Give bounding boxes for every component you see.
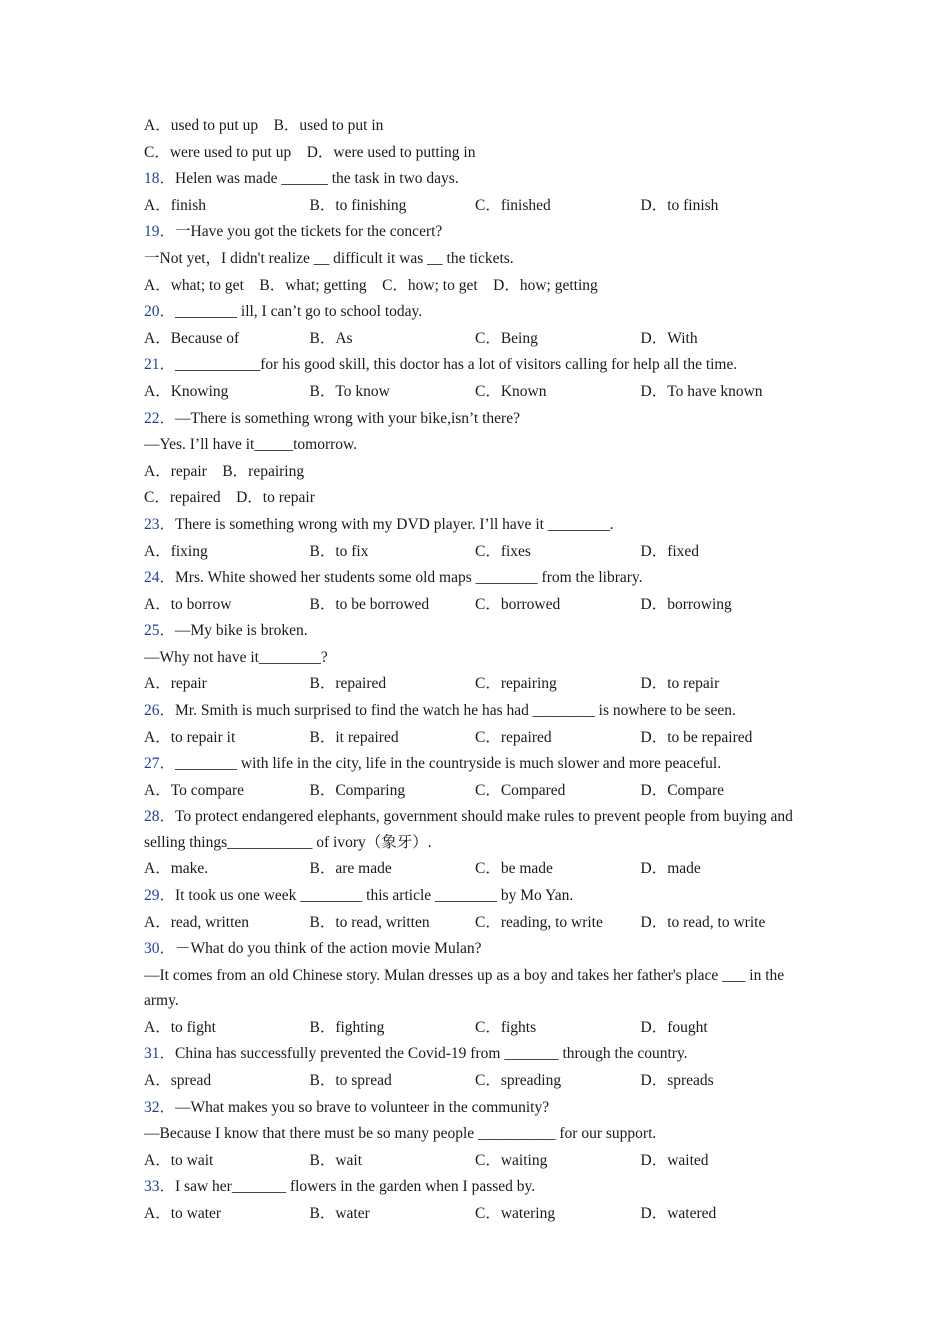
option-line: C．repaired D．to repair [144, 489, 315, 507]
options-row [144, 778, 794, 805]
question-number: 19． [144, 223, 176, 241]
question-number: 18． [144, 170, 176, 188]
option-d: D．to finish [640, 196, 719, 214]
question-18 [144, 166, 794, 193]
question-text: There is something wrong with my DVD player. I’ll have it ________. [175, 515, 614, 533]
option-d: D．to repair [640, 675, 720, 693]
option-b: B．to read, written [309, 913, 430, 931]
option-d: D．fixed [640, 542, 700, 560]
option-line: A．used to put up B．used to put in [144, 117, 384, 134]
option-b: B．To know [309, 382, 390, 400]
option-d: D．to be repaired [640, 728, 753, 746]
option-b: B．wait [309, 1151, 363, 1169]
option-b: B．As [309, 329, 353, 347]
question-20 [144, 299, 794, 326]
option-b: B．repaired [309, 675, 387, 693]
question-text: －What do you think of the action movie Mulan? [175, 940, 482, 958]
question-number: 25． [144, 622, 176, 640]
option-a: A．Because of [144, 329, 240, 347]
option-c: C．repaired [475, 728, 552, 746]
question-number: 22． [144, 409, 176, 427]
options-row [144, 1015, 794, 1042]
question-number: 31． [144, 1045, 176, 1063]
question-number: 27． [144, 755, 176, 773]
question-28 [144, 804, 794, 855]
dialogue-line: —Because I know that there must be so many people __________ for our support. [144, 1125, 657, 1143]
option-c: C．watering [475, 1204, 556, 1222]
question-number: 26． [144, 702, 176, 720]
option-d: D．made [640, 860, 701, 878]
option-a: A．repair [144, 675, 207, 693]
question-text: —What makes you so brave to volunteer in the community? [175, 1098, 550, 1116]
option-a: A．to wait [144, 1151, 214, 1169]
dialogue-line: 一Not yet，I didn't realize __ difficult it was __ the tickets. [144, 249, 514, 267]
question-19 [144, 219, 794, 246]
question-number: 30． [144, 940, 176, 958]
option-line: A．repair B．repairing [144, 462, 305, 480]
options-row [144, 379, 794, 406]
option-c: C．spreading [475, 1072, 562, 1089]
options-row [144, 1201, 794, 1228]
question-number: 28． [144, 808, 176, 826]
option-a: A．Knowing [144, 382, 229, 400]
option-a: A．make. [144, 860, 209, 878]
option-line: A．what; to get B．what; getting C．how; to get D．how; getting [144, 276, 598, 294]
option-c: C．be made [475, 860, 553, 878]
options-row [144, 592, 794, 619]
option-c: C．reading, to write [475, 913, 603, 931]
question-27 [144, 751, 794, 778]
question-text: Helen was made ______ the task in two days. [175, 170, 459, 188]
question-text: I saw her_______ flowers in the garden when I passed by. [175, 1178, 536, 1196]
option-a: A．fixing [144, 542, 208, 560]
question-text: Mr. Smith is much surprised to find the watch he has had ________ is nowhere to be seen. [175, 702, 736, 720]
option-b: B．to fix [309, 542, 369, 560]
question-21 [144, 352, 794, 379]
option-a: A．to borrow [144, 595, 232, 613]
question-23 [144, 512, 794, 539]
question-text: 一Have you got the tickets for the concert? [175, 223, 443, 241]
document-page [144, 113, 794, 1228]
option-a: A．finish [144, 196, 207, 214]
question-25 [144, 618, 794, 645]
question-text: ________ with life in the city, life in the countryside is much slower and more peaceful. [175, 755, 722, 773]
dialogue-line: —Why not have it________? [144, 648, 328, 666]
question-number: 20． [144, 303, 176, 321]
option-c: C．Known [475, 382, 547, 400]
question-number: 21． [144, 356, 176, 374]
question-26 [144, 698, 794, 725]
option-c: C．waiting [475, 1151, 548, 1169]
option-d: D．Compare [640, 781, 725, 799]
option-c: C．finished [475, 196, 551, 214]
option-c: C．Being [475, 329, 538, 347]
option-b: B．it repaired [309, 728, 399, 746]
dialogue-line: —It comes from an old Chinese story. Mulan dresses up as a boy and takes her father's place ___ in the army. [144, 966, 785, 1010]
question-text: ___________for his good skill, this doctor has a lot of visitors calling for help all the time. [175, 356, 738, 374]
question-22 [144, 406, 794, 433]
option-b: B．to be borrowed [309, 595, 430, 613]
option-a: A．spread [144, 1072, 212, 1089]
question-text: ________ ill, I can’t go to school today. [175, 303, 423, 321]
options-row [144, 1068, 794, 1095]
option-d: D．watered [640, 1204, 717, 1222]
question-text: To protect endangered elephants, government should make rules to prevent people from buying and selling things___________ of ivory（象牙）. [144, 808, 793, 851]
question-text: It took us one week ________ this article ________ by Mo Yan. [175, 887, 574, 905]
options-row [144, 193, 794, 220]
options-row [144, 856, 794, 883]
option-c: C．fixes [475, 542, 531, 560]
dialogue-line: —Yes. I’ll have it_____tomorrow. [144, 436, 358, 454]
option-b: B．fighting [309, 1018, 385, 1036]
option-d: D．With [640, 329, 698, 347]
question-29 [144, 883, 794, 910]
option-b: B．water [309, 1204, 370, 1222]
question-text: Mrs. White showed her students some old maps ________ from the library. [175, 569, 643, 587]
option-a: A．to water [144, 1204, 222, 1222]
option-d: D．spreads [640, 1072, 714, 1089]
option-c: C．borrowed [475, 595, 561, 613]
option-c: C．repairing [475, 675, 557, 693]
question-30 [144, 936, 794, 963]
options-row [144, 326, 794, 353]
question-number: 24． [144, 569, 176, 587]
question-24 [144, 565, 794, 592]
options-row [144, 910, 794, 937]
option-b: B．are made [309, 860, 392, 878]
option-a: A．to fight [144, 1018, 216, 1036]
option-a: A．to repair it [144, 728, 236, 746]
question-text: —There is something wrong with your bike,isn’t there? [175, 409, 520, 427]
option-a: A．read, written [144, 913, 250, 931]
options-row [144, 671, 794, 698]
option-b: B．to finishing [309, 196, 407, 214]
option-d: D．borrowing [640, 595, 732, 613]
option-d: D．To have known [640, 382, 763, 400]
options-row [144, 1148, 794, 1175]
options-row [144, 725, 794, 752]
option-c: C．fights [475, 1018, 537, 1036]
option-line: C．were used to put up D．were used to putting in [144, 143, 476, 161]
question-text: China has successfully prevented the Covid-19 from _______ through the country. [175, 1045, 688, 1063]
options-row [144, 539, 794, 566]
question-33 [144, 1174, 794, 1201]
option-b: B．Comparing [309, 781, 406, 799]
question-number: 23． [144, 515, 176, 533]
option-a: A．To compare [144, 781, 245, 799]
question-number: 29． [144, 887, 176, 905]
question-text: —My bike is broken. [175, 622, 308, 640]
option-d: D．to read, to write [640, 913, 766, 931]
question-32 [144, 1095, 794, 1122]
question-31 [144, 1041, 794, 1068]
option-b: B．to spread [309, 1072, 392, 1089]
question-number: 33． [144, 1178, 176, 1196]
option-d: D．waited [640, 1151, 709, 1169]
option-d: D．fought [640, 1018, 708, 1036]
question-number: 32． [144, 1098, 176, 1116]
option-c: C．Compared [475, 781, 566, 799]
